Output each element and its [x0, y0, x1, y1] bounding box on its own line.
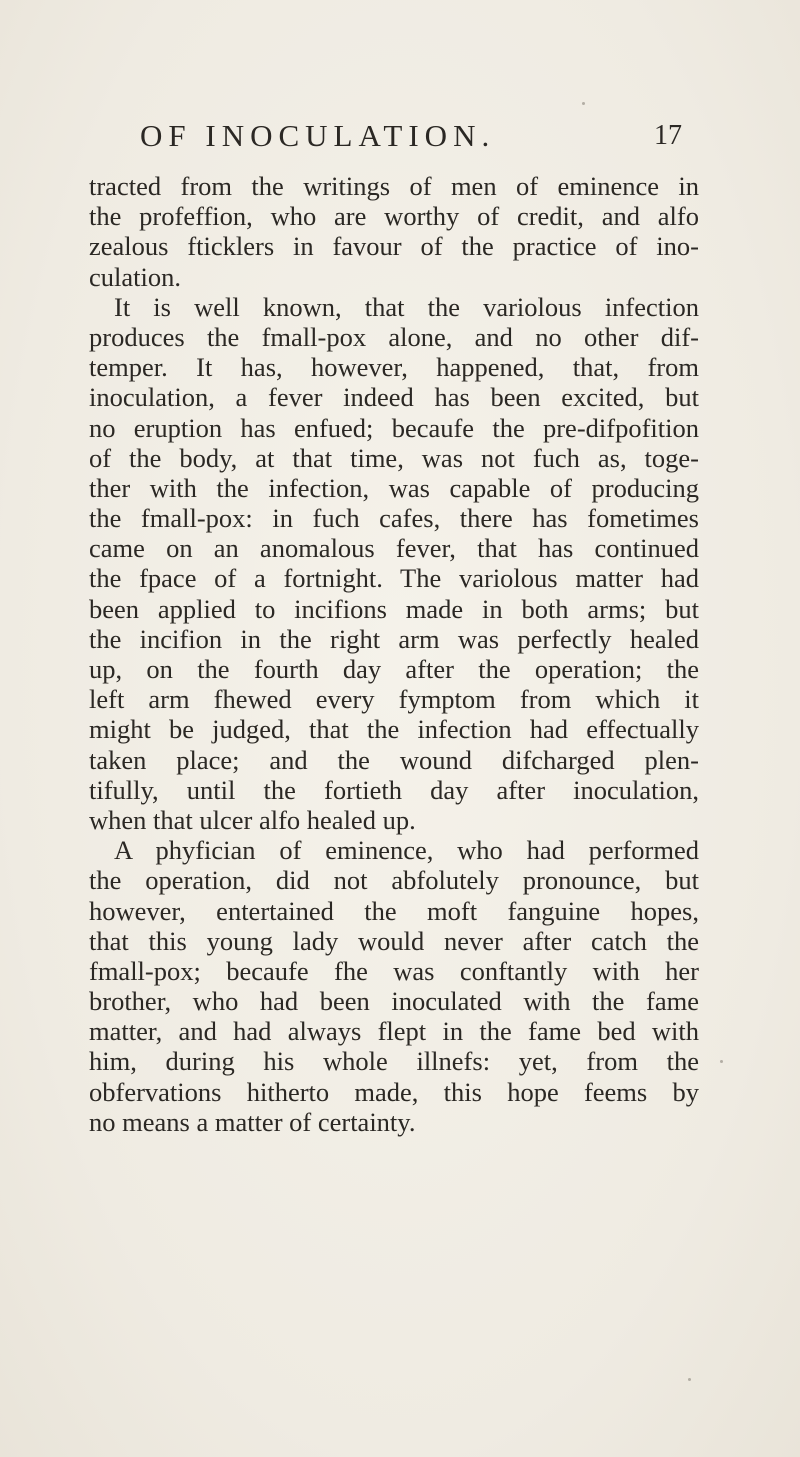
text-line: no eruption has enfued; becaufe the pre-difpofition — [89, 412, 699, 443]
text-line: that this young lady would never after catch the — [89, 925, 699, 956]
text-line: the fpace of a fortnight. The variolous matter had — [89, 563, 699, 594]
text-line: taken place; and the wound difcharged plen- — [89, 744, 699, 775]
text-line: the fmall-pox: in fuch cafes, there has fometimes — [89, 503, 699, 534]
text-line: tracted from the writings of men of eminence in — [89, 171, 699, 201]
text-line: obfervations hitherto made, this hope feems by — [89, 1076, 699, 1107]
running-head — [140, 118, 700, 158]
paper-speck — [720, 1060, 723, 1063]
text-line: the operation, did not abfolutely pronounce, but — [89, 865, 699, 896]
text-line: however, entertained the moft fanguine hopes, — [89, 895, 699, 926]
paper-speck — [582, 102, 585, 105]
text-line: no means a matter of certainty. — [89, 1106, 416, 1137]
text-line: left arm fhewed every fymptom from which it — [89, 684, 699, 715]
text-line: fmall-pox; becaufe fhe was conftantly with her — [89, 955, 699, 986]
text-line: ther with the infection, was capable of producing — [89, 472, 699, 503]
text-line: been applied to incifions made in both arms; but — [89, 593, 699, 624]
text-line: the profeffion, who are worthy of credit, and alfo — [89, 201, 699, 232]
text-line: temper. It has, however, happened, that, from — [89, 352, 699, 383]
text-line: the incifion in the right arm was perfectly healed — [89, 623, 699, 654]
running-title: OF INOCULATION. — [140, 118, 496, 153]
text-line: tifully, until the fortieth day after inoculation, — [89, 774, 699, 805]
text-line: It is well known, that the variolous infection — [114, 291, 699, 322]
text-line: when that ulcer alfo healed up. — [89, 804, 416, 835]
text-line: matter, and had always flept in the fame bed with — [89, 1016, 699, 1047]
text-line: might be judged, that the infection had effectually — [89, 714, 699, 745]
text-line: zealous fticklers in favour of the practice of ino- — [89, 231, 699, 262]
text-line: up, on the fourth day after the operation; the — [89, 654, 699, 684]
page-number: 17 — [654, 120, 682, 151]
text-line: of the body, at that time, was not fuch as, toge- — [89, 442, 699, 473]
text-line: brother, who had been inoculated with the fame — [89, 986, 699, 1017]
text-line: culation. — [89, 261, 181, 292]
text-line: came on an anomalous fever, that has continued — [89, 533, 699, 564]
text-line: him, during his whole illnefs: yet, from the — [89, 1046, 699, 1077]
paper-speck — [688, 1378, 691, 1381]
text-line: produces the fmall-pox alone, and no other dif- — [89, 321, 699, 352]
body-text — [89, 171, 699, 1137]
text-line: inoculation, a fever indeed has been excited, but — [89, 382, 699, 413]
text-line: A phyfician of eminence, who had performed — [114, 835, 699, 866]
